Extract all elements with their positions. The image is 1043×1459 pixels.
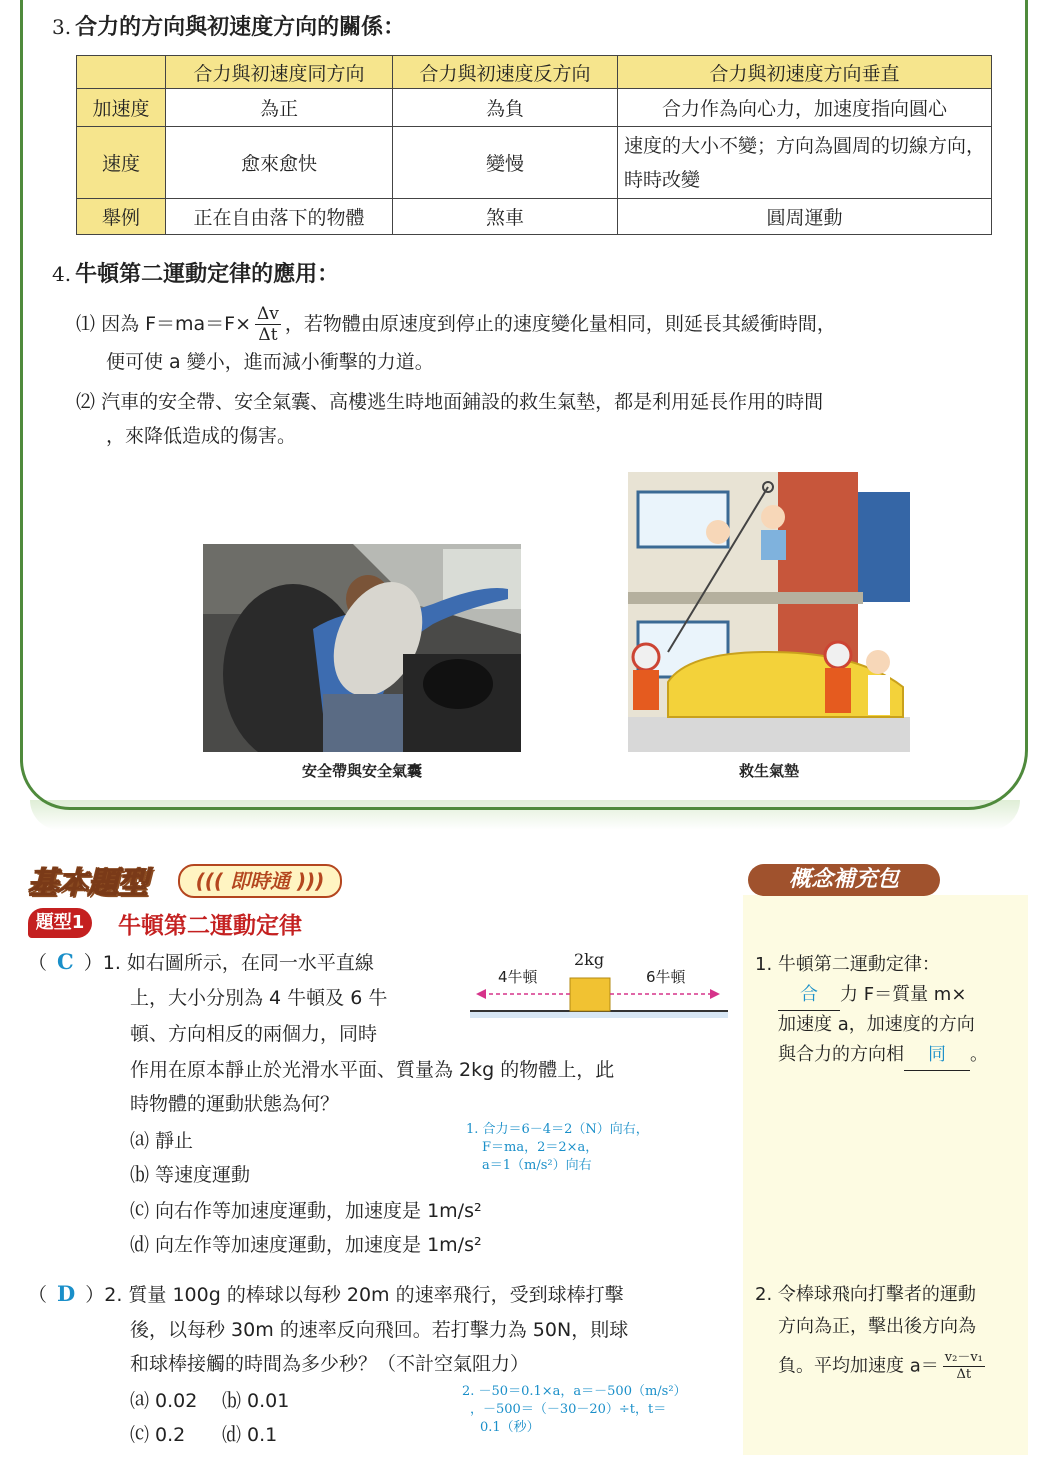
q2-option-a[interactable]: ⒜ 0.02	[130, 1390, 198, 1412]
item1-marker: ⑴	[76, 313, 96, 335]
q2-answer: D	[57, 1281, 76, 1306]
side1-line2-post: 力 F＝質量 m×	[840, 984, 967, 1005]
q1-line4: 作用在原本靜止於光滑水平面、質量為 2kg 的物體上，此	[130, 1059, 615, 1081]
table-cell: 正在自由落下的物體	[166, 199, 393, 235]
section3-heading	[52, 10, 405, 41]
side1-fill2: 同	[904, 1040, 970, 1071]
q1-line3: 頓、方向相反的兩個力，同時	[130, 1023, 378, 1045]
frac-denominator: Δt	[258, 325, 278, 345]
basic-question-title: 基本題型	[28, 866, 148, 901]
section4-heading	[52, 257, 339, 288]
item1-line2: 便可使 a 變小，進而減小衝擊的力道。	[106, 351, 434, 373]
relation-table	[76, 55, 992, 235]
frac-numerator: v₂－v₁	[944, 1350, 983, 1365]
q2-option-b[interactable]: ⒝ 0.01	[222, 1390, 290, 1412]
table-cell: 為正	[166, 89, 393, 127]
table-row	[77, 199, 992, 235]
q1-solution-line3: a＝1（m/s²）向右	[482, 1158, 592, 1173]
table-cell: 煞車	[393, 199, 618, 235]
side1-line1: 1. 牛頓第二運動定律：	[755, 954, 940, 975]
item1-post: ，若物體由原速度到停止的速度變化量相同，則延長其緩衝時間，	[284, 313, 836, 335]
side2-line3	[778, 1350, 989, 1383]
row-label: 速度	[77, 127, 166, 199]
cushion-caption: 救生氣墊	[738, 762, 799, 780]
q1-option-d[interactable]: ⒟ 向左作等加速度運動，加速度是 1m/s²	[130, 1234, 482, 1256]
q2-option-c[interactable]: ⒞ 0.2	[130, 1424, 186, 1446]
side2-line3-pre: 負。平均加速度 a＝	[778, 1355, 939, 1377]
instant-badge: ((( 即時通 )))	[178, 864, 342, 898]
table-header-same: 合力與初速度同方向	[166, 56, 393, 89]
table-cell: 圓周運動	[618, 199, 992, 235]
acceleration-fraction	[943, 1350, 985, 1383]
q1-line2: 上，大小分別為 4 牛頓及 6 牛	[130, 987, 388, 1009]
table-header-opposite: 合力與初速度反方向	[393, 56, 618, 89]
q2-solution-line1: 2. －50＝0.1×a，a＝－500（m/s²）	[462, 1384, 687, 1399]
q1-option-c[interactable]: ⒞ 向右作等加速度運動，加速度是 1m/s²	[130, 1200, 482, 1222]
table-header-corner	[77, 56, 166, 89]
airbag-illustration	[203, 544, 521, 752]
delta-v-over-delta-t	[255, 304, 281, 345]
table-header-perpendicular: 合力與初速度方向垂直	[618, 56, 992, 89]
section4-number: 4.	[52, 262, 72, 286]
item2-marker: ⑵	[76, 391, 96, 413]
q1-option-b[interactable]: ⒝ 等速度運動	[130, 1164, 251, 1186]
section4-item1	[76, 304, 1026, 345]
right-force-label: 6牛頓	[646, 968, 686, 986]
table-row	[77, 89, 992, 127]
item2-line2: ，來降低造成的傷害。	[106, 425, 297, 447]
rescue-cushion-image	[628, 472, 910, 752]
frac-numerator: Δv	[257, 304, 279, 324]
row-label: 加速度	[77, 89, 166, 127]
airbag-caption: 安全帶與安全氣囊	[301, 762, 422, 780]
q2-line3: 和球棒接觸的時間為多少秒？（不計空氣阻力）	[130, 1353, 530, 1375]
q2-line1: 質量 100g 的棒球以每秒 20m 的速率飛行，受到球棒打擊	[128, 1284, 624, 1306]
q1-paren-open: （	[28, 952, 48, 974]
side1-line4-post: 。	[970, 1044, 988, 1065]
q2-solution-line3: 0.1（秒）	[480, 1420, 540, 1435]
side1-fill1: 合	[778, 980, 840, 1011]
section4-title: 牛頓第二運動定律的應用：	[75, 262, 340, 287]
item1-pre: 因為 F＝ma＝F×	[101, 313, 252, 335]
table-cell: 愈來愈快	[166, 127, 393, 199]
q2-paren-close: ）2.	[85, 1284, 123, 1306]
force-diagram	[470, 948, 730, 1018]
section3-number: 3.	[52, 15, 72, 39]
row-label: 舉例	[77, 199, 166, 235]
q1-option-a[interactable]: ⒜ 靜止	[130, 1130, 194, 1152]
side1-line3: 加速度 a，加速度的方向	[778, 1014, 975, 1035]
q2-line2: 後，以每秒 30m 的速率反向飛回。若打擊力為 50N，則球	[130, 1319, 629, 1341]
frac-denominator: Δt	[956, 1367, 972, 1382]
q1-answer-line	[28, 950, 374, 975]
q2-paren-open: （	[28, 1284, 48, 1306]
table-header-row	[77, 56, 992, 89]
concept-badge: 概念補充包	[748, 864, 940, 896]
q1-line1: 如右圖所示，在同一水平直線	[126, 952, 374, 974]
table-cell: 速度的大小不變；方向為圓周的切線方向，時時改變	[618, 127, 992, 199]
airbag-photo	[203, 544, 521, 752]
mass-label: 2kg	[574, 950, 605, 969]
question-type-tag: 題型1	[28, 908, 92, 938]
section4-item2	[76, 390, 823, 414]
rescue-cushion-illustration	[628, 472, 910, 752]
left-force-label: 4牛頓	[498, 968, 538, 986]
section3-title: 合力的方向與初速度方向的關係：	[75, 15, 406, 40]
q2-answer-line	[28, 1282, 624, 1307]
table-row	[77, 127, 992, 199]
side2-line1: 2. 令棒球飛向打擊者的運動	[755, 1284, 976, 1305]
item2-line1: 汽車的安全帶、安全氣囊、高樓逃生時地面鋪設的救生氣墊，都是利用延長作用的時間	[101, 391, 824, 413]
q2-option-d[interactable]: ⒟ 0.1	[222, 1424, 278, 1446]
q1-answer: C	[57, 949, 74, 974]
q1-paren-close: ）1.	[83, 952, 121, 974]
side1-line4-pre: 與合力的方向相	[778, 1044, 904, 1065]
table-cell: 為負	[393, 89, 618, 127]
q2-solution-line2: ，－500＝（－30－20）÷t，t＝	[470, 1402, 667, 1417]
table-cell: 變慢	[393, 127, 618, 199]
question-type-title: 牛頓第二運動定律	[118, 913, 302, 939]
side1-line4	[778, 1040, 988, 1071]
q1-line5: 時物體的運動狀態為何？	[130, 1093, 340, 1115]
q1-solution-line2: F＝ma，2＝2×a，	[482, 1140, 599, 1155]
q1-solution-line1: 1. 合力＝6－4＝2（N）向右，	[466, 1122, 649, 1137]
table-cell: 合力作為向心力，加速度指向圓心	[618, 89, 992, 127]
side1-line2	[778, 980, 966, 1011]
side2-line2: 方向為正，擊出後方向為	[778, 1316, 976, 1337]
